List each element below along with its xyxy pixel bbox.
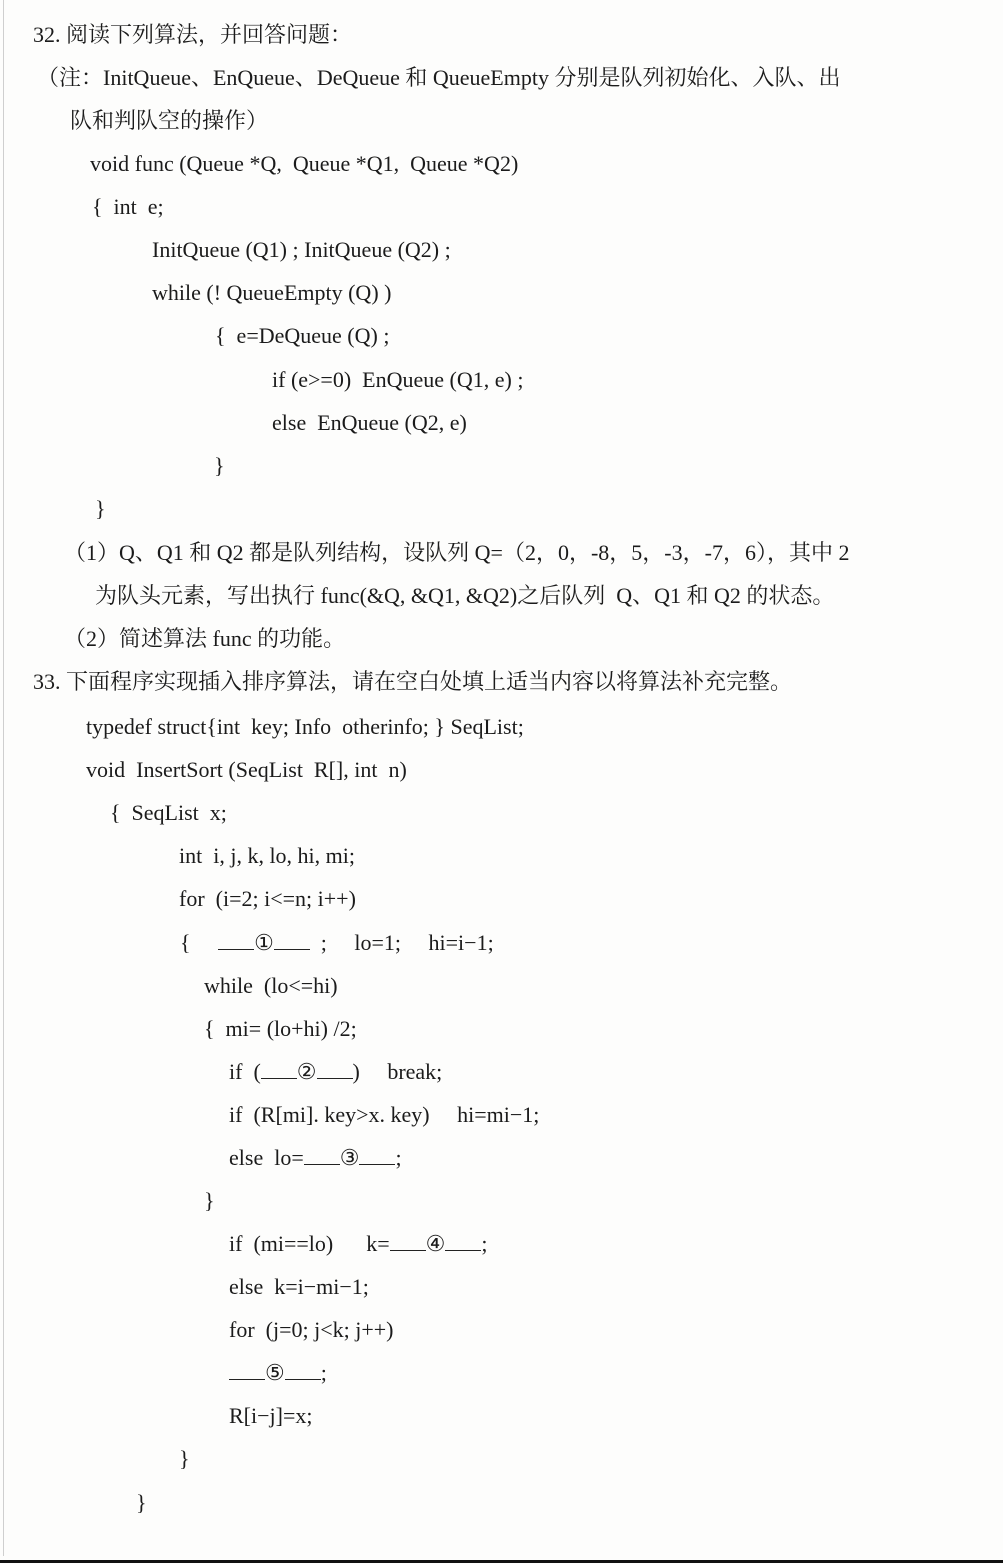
code-line: if (R[mi]. key>x. key) hi=mi−1; xyxy=(229,1102,540,1127)
q32-note-line1: （注：InitQueue、EnQueue、DeQueue 和 QueueEmpty 分别是队列初始化、入队、出 xyxy=(37,65,841,90)
blank-4-right[interactable] xyxy=(445,1230,481,1251)
q32-note-line2: 队和判队空的操作） xyxy=(70,108,269,133)
blank-1-marker: ① xyxy=(254,930,274,955)
page-left-border xyxy=(3,0,4,1556)
code-line: R[i−j]=x; xyxy=(229,1403,313,1428)
blank-2-marker: ② xyxy=(296,1059,317,1084)
code-line-blank-2: if ( ② ) break; xyxy=(229,1059,443,1084)
code-line-blank-1: { ① ; lo=1; hi=i−1; xyxy=(180,930,494,955)
blank-2-left[interactable] xyxy=(261,1058,297,1079)
code-line: } xyxy=(204,1188,215,1213)
code-line: } xyxy=(179,1446,190,1471)
code-line: { mi= (lo+hi) /2; xyxy=(204,1016,357,1041)
blank-3-left[interactable] xyxy=(304,1144,340,1165)
code-line-blank-5: ⑤ ; xyxy=(229,1358,327,1388)
code-line: else EnQueue (Q2, e) xyxy=(272,410,467,435)
code-line: } xyxy=(214,453,225,478)
code-line-blank-3: else lo= ③ ; xyxy=(229,1145,402,1170)
blank-1-right[interactable] xyxy=(274,929,310,950)
code-line: if (e>=0) EnQueue (Q1, e) ; xyxy=(272,367,524,392)
code-line: int i, j, k, lo, hi, mi; xyxy=(179,843,356,868)
code-line: { int e; xyxy=(92,194,164,219)
q33-title: 33. 下面程序实现插入排序算法，请在空白处填上适当内容以将算法补充完整。 xyxy=(33,669,793,694)
blank-5-marker: ⑤ xyxy=(265,1360,285,1385)
q32-sub1-line2: 为队头元素，写出执行 func(&Q, &Q1, &Q2)之后队列 Q、Q1 和 Q2 的状态。 xyxy=(95,583,835,608)
blank-5-left[interactable] xyxy=(229,1359,265,1380)
blank-3-marker: ③ xyxy=(339,1145,360,1170)
code-line: for (i=2; i<=n; i++) xyxy=(179,886,356,911)
code-line: void InsertSort (SeqList R[], int n) xyxy=(86,757,407,782)
code-line: while (lo<=hi) xyxy=(204,973,338,998)
code-line: } xyxy=(136,1490,147,1515)
code-line: InitQueue (Q1) ; InitQueue (Q2) ; xyxy=(152,237,451,262)
code-line: while (! QueueEmpty (Q) ) xyxy=(152,280,392,305)
code-line: else k=i−mi−1; xyxy=(229,1274,369,1299)
code-line: for (j=0; j<k; j++) xyxy=(229,1317,394,1342)
blank-4-marker: ④ xyxy=(425,1231,446,1256)
page-bottom-rule xyxy=(0,1560,1003,1563)
code-line-blank-4: if (mi==lo) k= ④ ; xyxy=(229,1231,488,1256)
blank-4-left[interactable] xyxy=(390,1230,426,1251)
code-line: void func (Queue *Q, Queue *Q1, Queue *Q2) xyxy=(90,151,519,176)
blank-2-right[interactable] xyxy=(317,1058,353,1079)
code-line: typedef struct{int key; Info otherinfo; } SeqList; xyxy=(86,714,524,739)
code-line: { e=DeQueue (Q) ; xyxy=(215,323,390,348)
q32-sub2: （2）简述算法 func 的功能。 xyxy=(64,626,346,651)
blank-1-left[interactable] xyxy=(218,929,254,950)
blank-3-right[interactable] xyxy=(359,1144,395,1165)
q32-title: 32. 阅读下列算法，并回答问题： xyxy=(33,22,353,47)
q32-sub1-line1: （1）Q、Q1 和 Q2 都是队列结构，设队列 Q=（2，0，-8，5，-3，-7，6），其中 2 xyxy=(64,540,850,565)
code-line: } xyxy=(95,496,106,521)
code-line: { SeqList x; xyxy=(110,800,227,825)
blank-5-right[interactable] xyxy=(285,1359,321,1380)
